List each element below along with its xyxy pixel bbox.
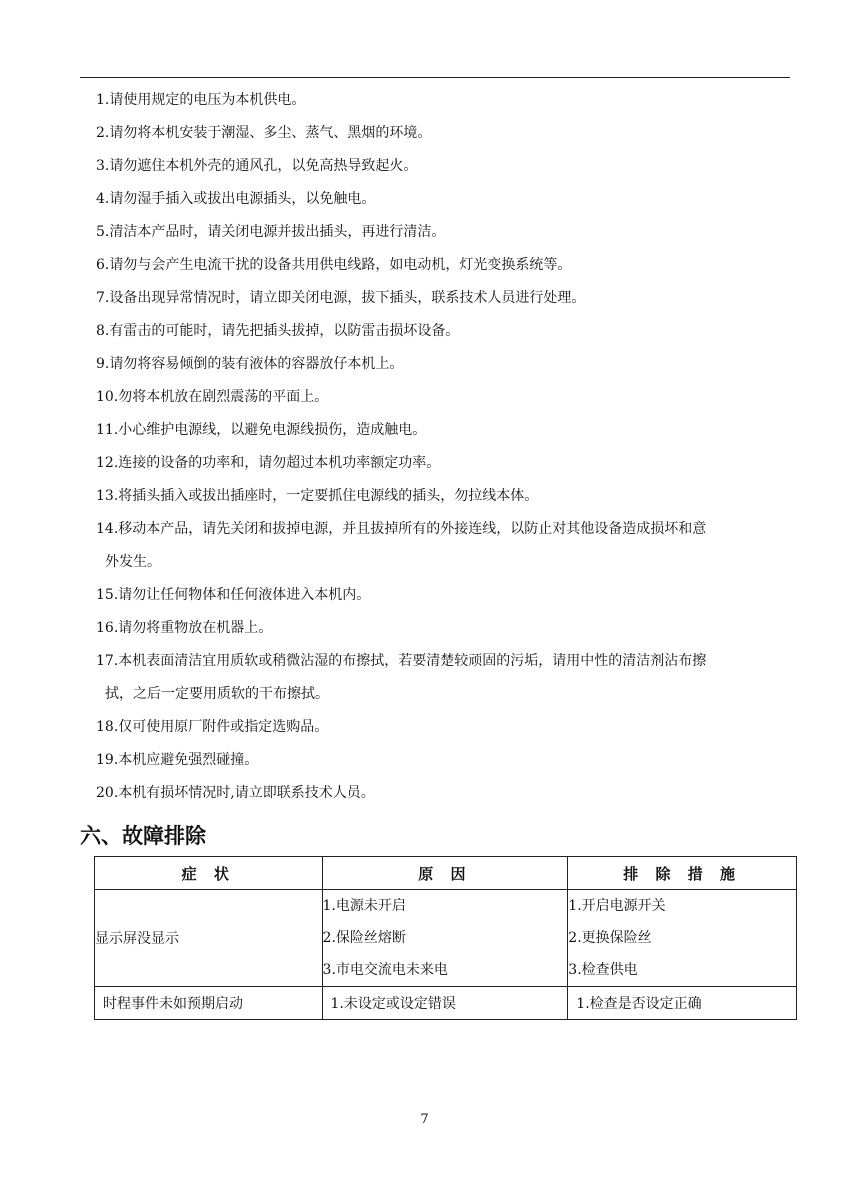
note-line: 11.小心维护电源线，以避免电源线损伤，造成触电。 bbox=[96, 422, 427, 438]
cause-cell bbox=[322, 987, 568, 1020]
note-line: 1.请使用规定的电压为本机供电。 bbox=[96, 92, 306, 108]
note-line: 9.请勿将容易倾倒的装有液体的容器放仔本机上。 bbox=[96, 356, 404, 372]
note-line: 19.本机应避免强烈碰撞。 bbox=[96, 752, 259, 768]
note-line: 13.将插头插入或拔出插座时，一定要抓住电源线的插头，勿拉线本体。 bbox=[96, 488, 539, 504]
note-line: 2.请勿将本机安装于潮湿、多尘、蒸气、黑烟的环境。 bbox=[96, 125, 432, 141]
cause-item: 2.保险丝熔断 bbox=[322, 930, 406, 946]
remedy-item: 1.开启电源开关 bbox=[568, 898, 666, 914]
note-line-continuation: 外发生。 bbox=[105, 554, 161, 570]
note-line: 16.请勿将重物放在机器上。 bbox=[96, 620, 273, 636]
header-symptom: 症 状 bbox=[95, 857, 323, 890]
header-cause: 原 因 bbox=[322, 857, 568, 890]
cause-item: 3.市电交流电未来电 bbox=[322, 962, 448, 978]
remedy-item: 1.检查是否设定正确 bbox=[576, 996, 702, 1012]
note-line-continuation: 拭，之后一定要用质软的干布擦拭。 bbox=[105, 686, 329, 702]
note-line: 7.设备出现异常情况时，请立即关闭电源，拔下插头，联系技术人员进行处理。 bbox=[96, 290, 586, 306]
troubleshooting-table bbox=[94, 856, 797, 1020]
table-row bbox=[95, 890, 797, 987]
remedy-item: 3.检查供电 bbox=[568, 962, 638, 978]
note-line: 6.请勿与会产生电流干扰的设备共用供电线路，如电动机，灯光变换系统等。 bbox=[96, 257, 572, 273]
cause-item: 1.未设定或设定错误 bbox=[330, 996, 456, 1012]
note-line: 8.有雷击的可能时，请先把插头拔掉，以防雷击损坏设备。 bbox=[96, 323, 460, 339]
note-line: 3.请勿遮住本机外壳的通风孔，以免高热导致起火。 bbox=[96, 158, 418, 174]
note-line: 15.请勿让任何物体和任何液体进入本机内。 bbox=[96, 587, 371, 603]
note-line: 10.勿将本机放在剧烈震荡的平面上。 bbox=[96, 389, 329, 405]
note-line: 5.清洁本产品时，请关闭电源并拔出插头，再进行清洁。 bbox=[96, 224, 446, 240]
cause-item: 1.电源未开启 bbox=[322, 898, 406, 914]
page-number: 7 bbox=[420, 1112, 429, 1127]
note-line: 4.请勿湿手插入或拔出电源插头，以免触电。 bbox=[96, 191, 376, 207]
note-line: 12.连接的设备的功率和，请勿超过本机功率额定功率。 bbox=[96, 455, 441, 471]
symptom-cell: 时程事件未如预期启动 bbox=[95, 987, 323, 1020]
note-line: 18.仅可使用原厂附件或指定选购品。 bbox=[96, 719, 329, 735]
section-title: 六、故障排除 bbox=[80, 824, 206, 848]
remedy-cell bbox=[568, 890, 797, 987]
remedy-cell bbox=[568, 987, 797, 1020]
cause-cell bbox=[322, 890, 568, 987]
note-line: 20.本机有损坏情况时,请立即联系技术人员。 bbox=[96, 785, 375, 801]
remedy-item: 2.更换保险丝 bbox=[568, 930, 652, 946]
header-rule bbox=[80, 77, 790, 78]
table-header-row bbox=[95, 857, 797, 890]
note-line: 14.移动本产品，请先关闭和拔掉电源，并且拔掉所有的外接连线，以防止对其他设备造成损坏和意 bbox=[96, 521, 707, 537]
table-row bbox=[95, 987, 797, 1020]
safety-notes-list bbox=[96, 84, 796, 810]
note-line: 17.本机表面清洁宜用质软或稍微沾湿的布擦拭，若要清楚较顽固的污垢，请用中性的清洁剂沾布擦 bbox=[96, 653, 707, 669]
symptom-cell: 显示屏没显示 bbox=[95, 890, 323, 987]
header-remedy: 排 除 措 施 bbox=[568, 857, 797, 890]
